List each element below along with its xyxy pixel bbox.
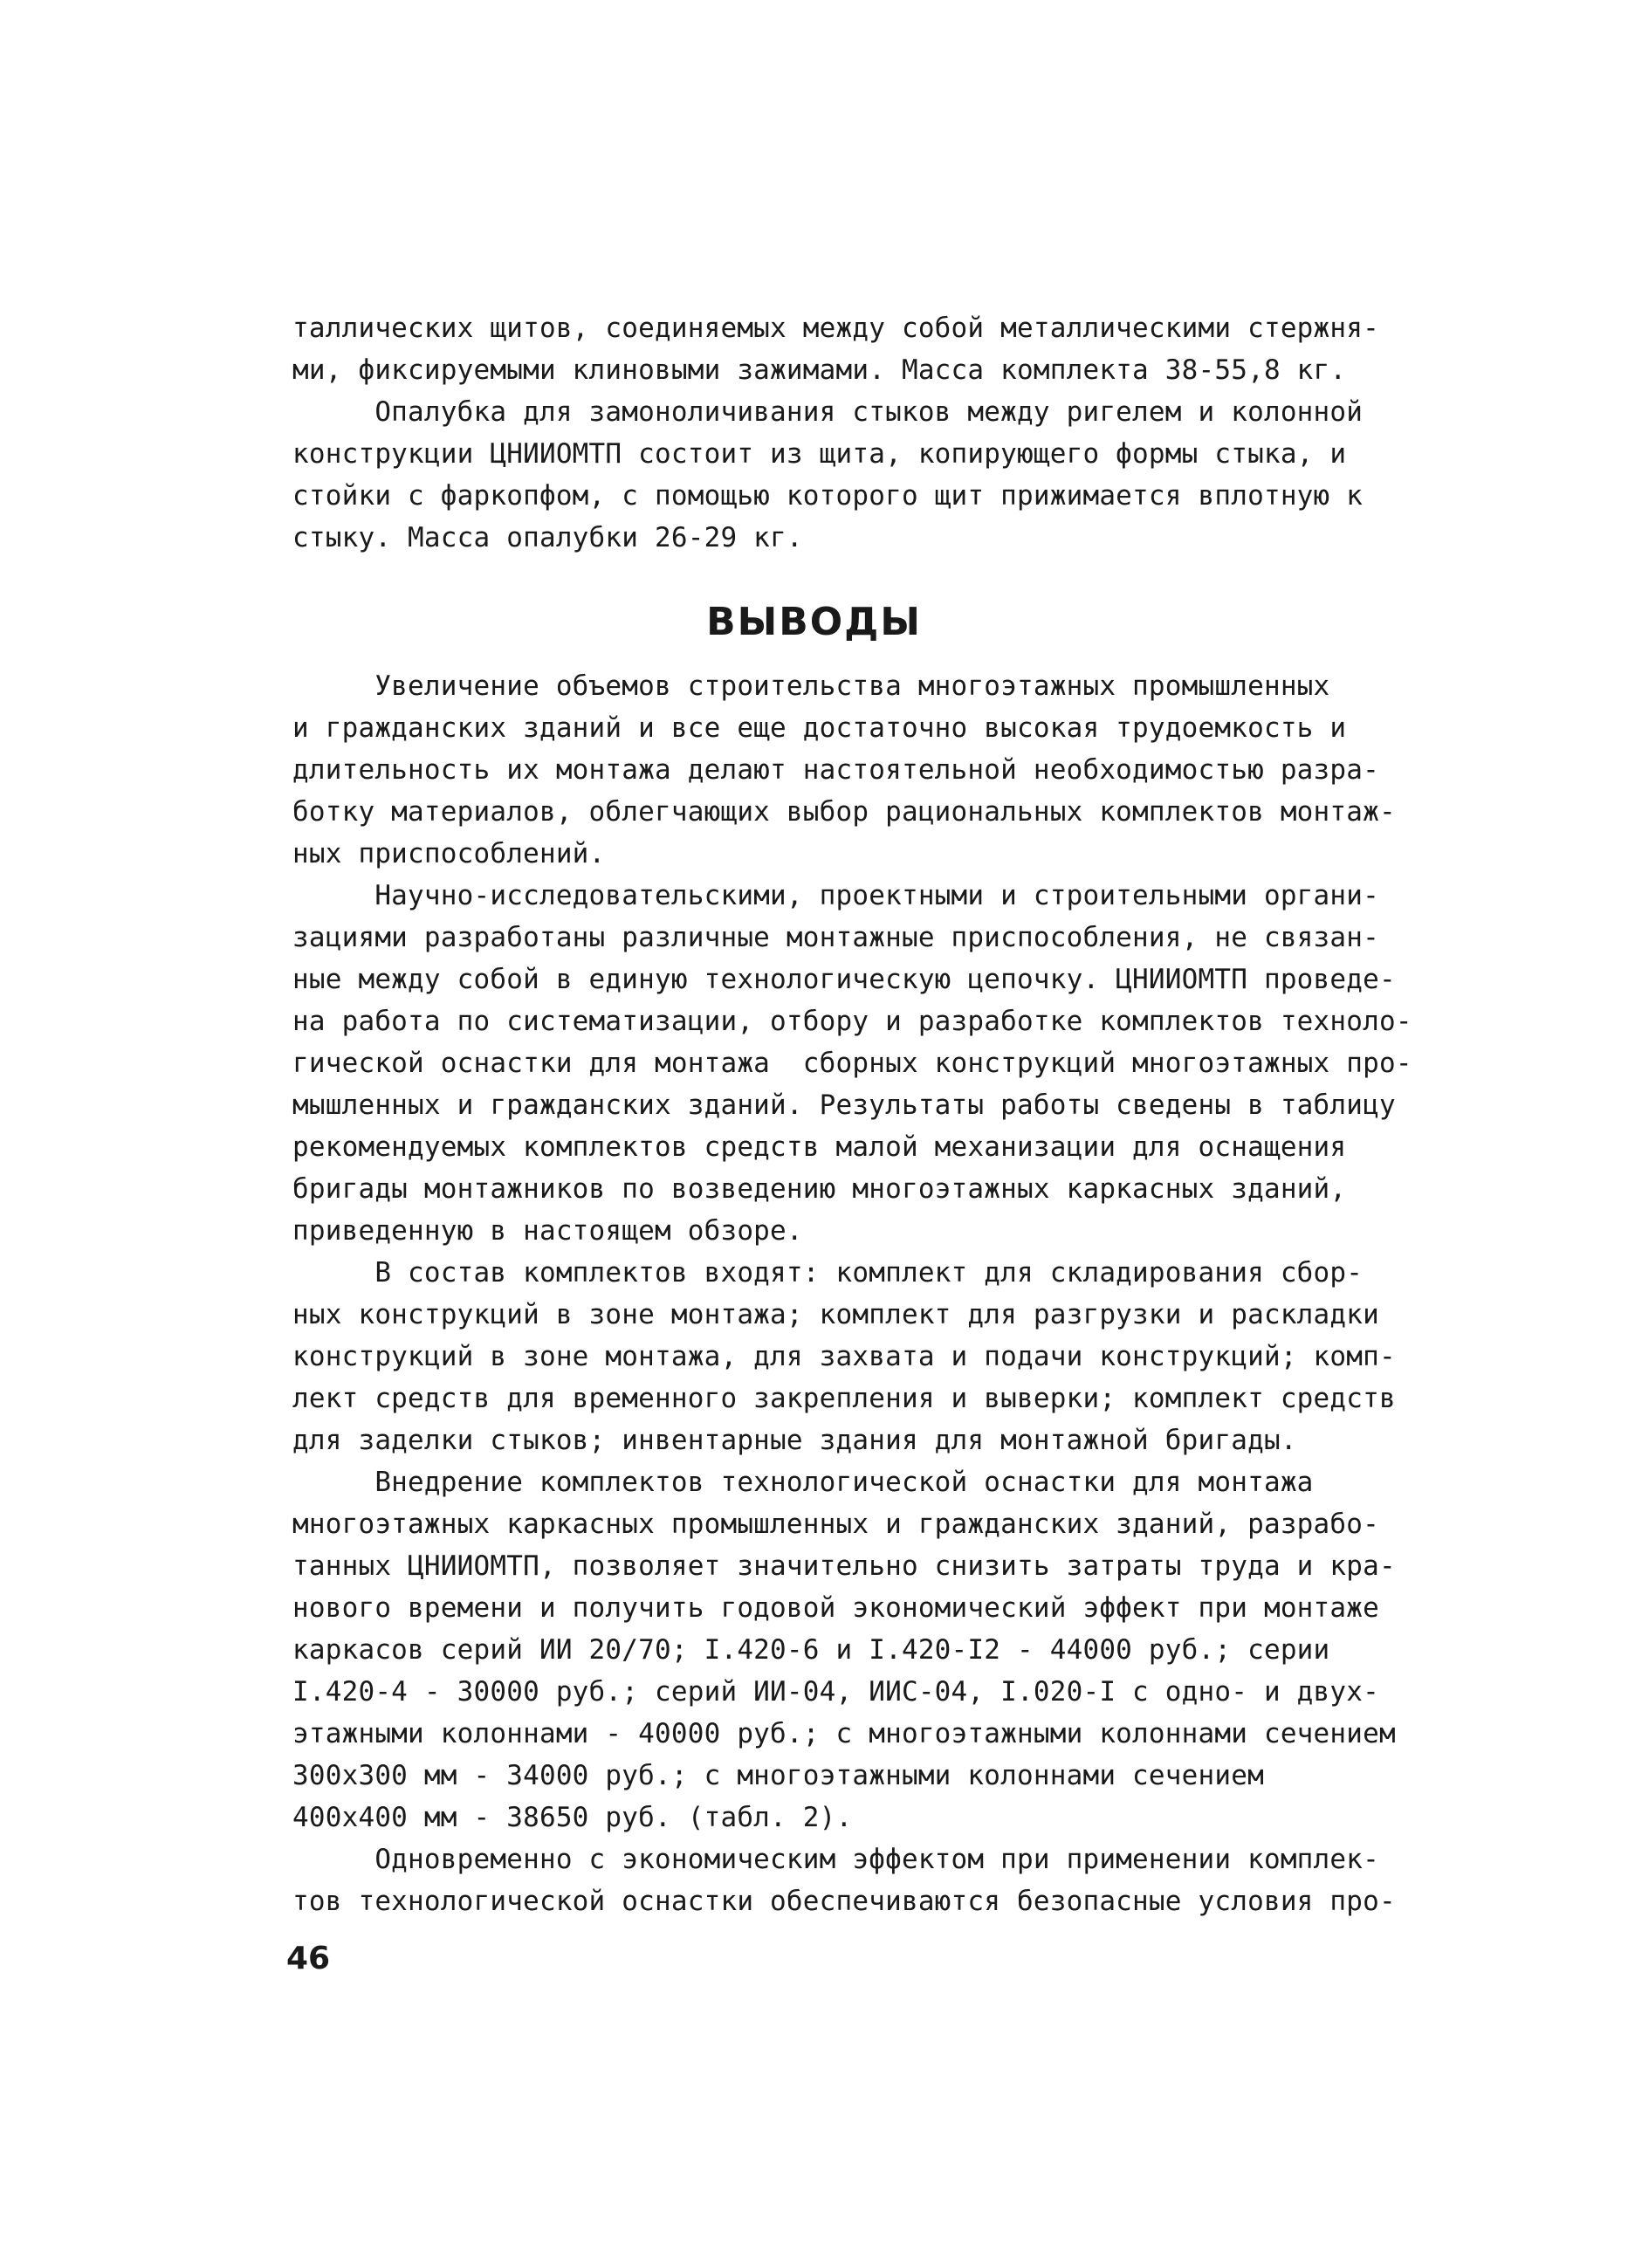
text-line: длительность их монтажа делают настоятельной необходимостью разра- xyxy=(292,754,1379,786)
text-line: В состав комплектов входят: комплект для складирования сбор- xyxy=(292,1257,1364,1289)
text-line: ботку материалов, облегчающих выбор рациональных комплектов монтаж- xyxy=(292,796,1396,828)
text-line: приведенную в настоящем обзоре. xyxy=(292,1215,803,1247)
text-line: на работа по систематизации, отбору и разработке комплектов техноло- xyxy=(292,1006,1412,1037)
text-line: таллических щитов, соединяемых между собой металлическими стержня- xyxy=(292,313,1379,344)
text-line: лект средств для временного закрепления и выверки; комплект средств xyxy=(292,1383,1396,1414)
text-line: ных приспособлений. xyxy=(292,838,606,869)
text-line: I.420-4 - 30000 руб.; серий ИИ-04, ИИС-04, I.020-I с одно- и двух- xyxy=(292,1676,1379,1708)
text-line: рекомендуемых комплектов средств малой механизации для оснащения xyxy=(292,1131,1347,1163)
text-line: стыку. Масса опалубки 26-29 кг. xyxy=(292,522,803,553)
text-line: Опалубка для замоноличивания стыков между ригелем и колонной xyxy=(292,396,1364,428)
text-line: гической оснастки для монтажа сборных конструкций многоэтажных про- xyxy=(292,1048,1412,1079)
text-line: Увеличение объемов строительства многоэтажных промышленных xyxy=(292,670,1330,702)
text-line: танных ЦНИИОМТП, позволяет значительно снизить затраты труда и кра- xyxy=(292,1550,1396,1582)
text-line: и гражданских зданий и все еще достаточно высокая трудоемкость и xyxy=(292,712,1347,744)
text-line: ных конструкций в зоне монтажа; комплект для разгрузки и раскладки xyxy=(292,1299,1379,1330)
text-line: ми, фиксируемыми клиновыми зажимами. Масса комплекта 38-55,8 кг. xyxy=(292,354,1347,386)
conclusions-paragraphs xyxy=(292,665,1427,1922)
text-line: конструкции ЦНИИОМТП состоит из щита, копирующего формы стыка, и xyxy=(292,438,1347,470)
section-heading: ВЫВОДЫ xyxy=(706,600,922,644)
text-line: бригады монтажников по возведению многоэтажных каркасных зданий, xyxy=(292,1173,1347,1205)
text-line: зациями разработаны различные монтажные приспособления, не связан- xyxy=(292,922,1379,953)
text-line: Внедрение комплектов технологической оснастки для монтажа xyxy=(292,1467,1314,1498)
text-line: этажными колоннами - 40000 руб.; с многоэтажными колоннами сечением xyxy=(292,1718,1396,1749)
text-line: Научно-исследовательскими, проектными и строительными органи- xyxy=(292,880,1379,911)
text-line: мышленных и гражданских зданий. Результаты работы сведены в таблицу xyxy=(292,1089,1396,1121)
page-number: 46 xyxy=(286,1941,331,1976)
text-line: 400х400 мм - 38650 руб. (табл. 2). xyxy=(292,1802,853,1833)
text-line: конструкций в зоне монтажа, для захвата и подачи конструкций; комп- xyxy=(292,1341,1396,1372)
text-line: нового времени и получить годовой экономический эффект при монтаже xyxy=(292,1592,1379,1624)
text-line: стойки с фаркопфом, с помощью которого щит прижимается вплотную к xyxy=(292,480,1364,512)
text-line: Одновременно с экономическим эффектом при применении комплек- xyxy=(292,1844,1379,1875)
text-line: 300х300 мм - 34000 руб.; с многоэтажными колоннами сечением xyxy=(292,1760,1264,1791)
intro-paragraphs xyxy=(292,307,1427,559)
text-line: каркасов серий ИИ 20/70; I.420-6 и I.420-I2 - 44000 руб.; серии xyxy=(292,1634,1330,1666)
text-line: для заделки стыков; инвентарные здания для монтажной бригады. xyxy=(292,1425,1297,1456)
text-line: тов технологической оснастки обеспечиваются безопасные условия про- xyxy=(292,1886,1396,1917)
text-line: многоэтажных каркасных промышленных и гражданских зданий, разрабо- xyxy=(292,1509,1379,1540)
text-line: ные между собой в единую технологическую цепочку. ЦНИИОМТП проведе- xyxy=(292,964,1396,995)
